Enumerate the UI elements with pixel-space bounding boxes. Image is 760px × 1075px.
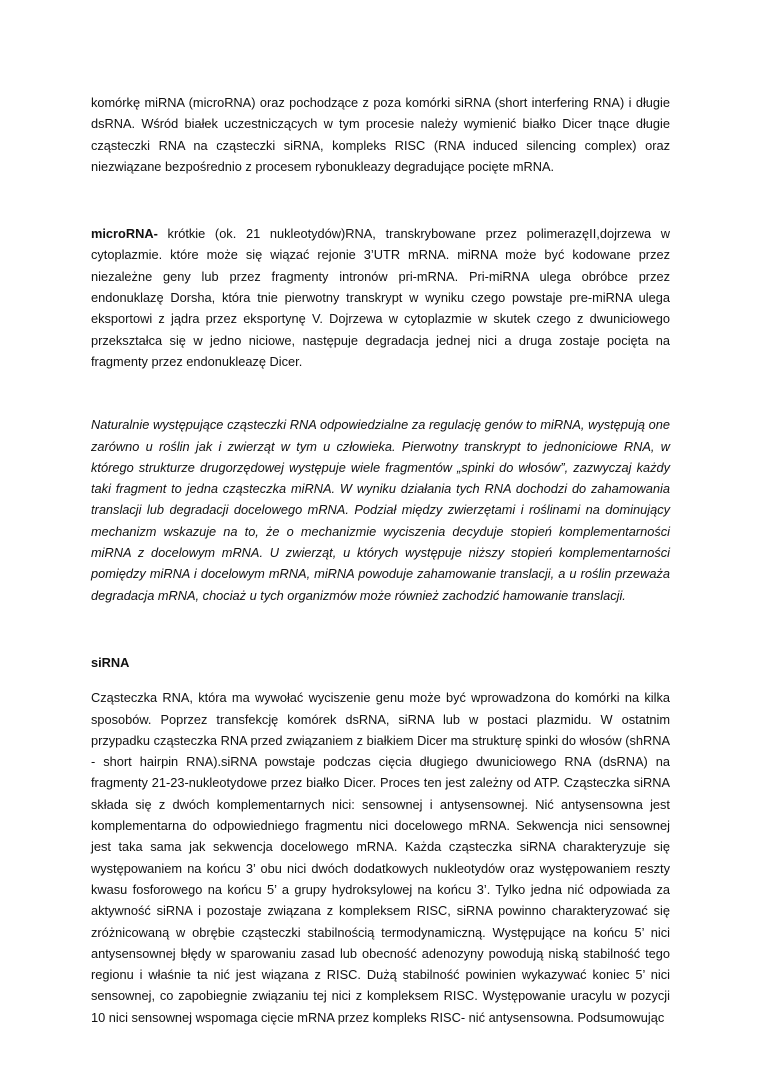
- document-page: [91, 92, 670, 1028]
- italic-paragraph: Naturalnie występujące cząsteczki RNA odpowiedzialne za regulację genów to miRNA, występują one zarówno u roślin jak i zwierząt w tym u człowieka. Pierwotny transkrypt to jednoniciowe RNA, w którego strukturze drugorzędowej występuje wiele fragmentów „spinki do włosów”, zazwyczaj każdy taki fragment to jedna cząsteczka miRNA. W wyniku działania tych RNA dochodzi do zahamowania translacji lub degradacji docelowego mRNA. Podział między zwierzętami i roślinami na dominujący mechanizm wskazuje na to, że o mechanizmie wyciszenia decyduje stopień komplementarności miRNA z docelowym mRNA. U zwierząt, u których występuje niższy stopień komplementarności pomiędzy miRNA i docelowym mRNA, miRNA powoduje zahamowanie translacji, a u roślin przeważa degradacja mRNA, chociaż u tych organizmów może również zachodzić hamowanie translacji.: [91, 417, 670, 603]
- microrna-paragraph: [91, 223, 670, 372]
- intro-paragraph: komórkę miRNA (microRNA) oraz pochodzące z poza komórki siRNA (short interfering RNA) i długie dsRNA. Wśród białek uczestniczących w tym procesie należy wymienić białko Dicer tnące długie cząsteczki RNA na cząsteczki siRNA, kompleks RISC (RNA induced silencing complex) oraz niezwiązane bezpośrednio z procesem rybonukleazy degradujące pocięte mRNA.: [91, 95, 670, 174]
- sirna-heading: siRNA: [91, 654, 130, 670]
- sirna-paragraph: Cząsteczka RNA, która ma wywołać wyciszenie genu może być wprowadzona do komórki na kilka sposobów. Poprzez transfekcję komórek dsRNA, siRNA lub w postaci plazmidu. W ostatnim przypadku cząsteczka RNA przed związaniem z białkiem Dicer ma strukturę spinki do włosów (shRNA - short hairpin RNA).siRNA powstaje podczas cięcia długiego dwuniciowego RNA (dsRNA) na fragmenty 21-23-nukleotydowe przez białko Dicer. Proces ten jest zależny od ATP. Cząsteczka siRNA składa się z dwóch komplementarnych nici: sensownej i antysensownej. Nić antysensowna jest komplementarna do odpowiedniego fragmentu nici docelowego mRNA. Sekwencja nici sensownej jest taka sama jak sekwencja docelowego mRNA. Każda cząsteczka siRNA charakteryzuje się występowaniem na końcu 3’ obu nici dwóch dodatkowych nukleotydów oraz występowaniem reszty kwasu fosforowego na końcu 5’ a grupy hydroksylowej na końcu 3’. Tylko jedna nić odpowiada za aktywność siRNA i pozostaje związana z kompleksem RISC, siRNA powinno charakteryzować się zróżnicowaną w obrębie cząsteczki stabilnością termodynamiczną. Występujące na końcu 5’ nici antysensownej błędy w sparowaniu zasad lub obecność adenozyny powodują niską stabilność tego regionu i właśnie ta nić jest wiązana z RISC. Dużą stabilność powinien wykazywać koniec 5’ nici sensownej, co zapobiegnie związaniu tej nici z kompleksem RISC. Występowanie uracylu w pozycji 10 nici sensownej wspomaga cięcie mRNA przez kompleks RISC- nić antysensowna. Podsumowując: [91, 690, 670, 1025]
- microrna-definition: krótkie (ok. 21 nukleotydów)RNA, transkrybowane przez polimerazęII,dojrzewa w cytoplazmie. które może się wiązać rejonie 3’UTR mRNA. miRNA może być kodowane przez niezależne geny lub przez fragmenty intronów pri-mRNA. Pri-miRNA ulega obróbce przez endonuklazę Dorsha, która tnie pierwotny transkrypt w wyniku czego powstaje pre-miRNA ulega eksportowi z jądra przez eksportynę V. Dojrzewa w cytoplazmie w skutek czego z dwuniciowego przekształca się w jedno niciowe, następuje degradacja jednej nici a druga zostaje pocięta na fragmenty przez endonukleazę Dicer.: [91, 226, 670, 369]
- microrna-term: microRNA-: [91, 226, 158, 242]
